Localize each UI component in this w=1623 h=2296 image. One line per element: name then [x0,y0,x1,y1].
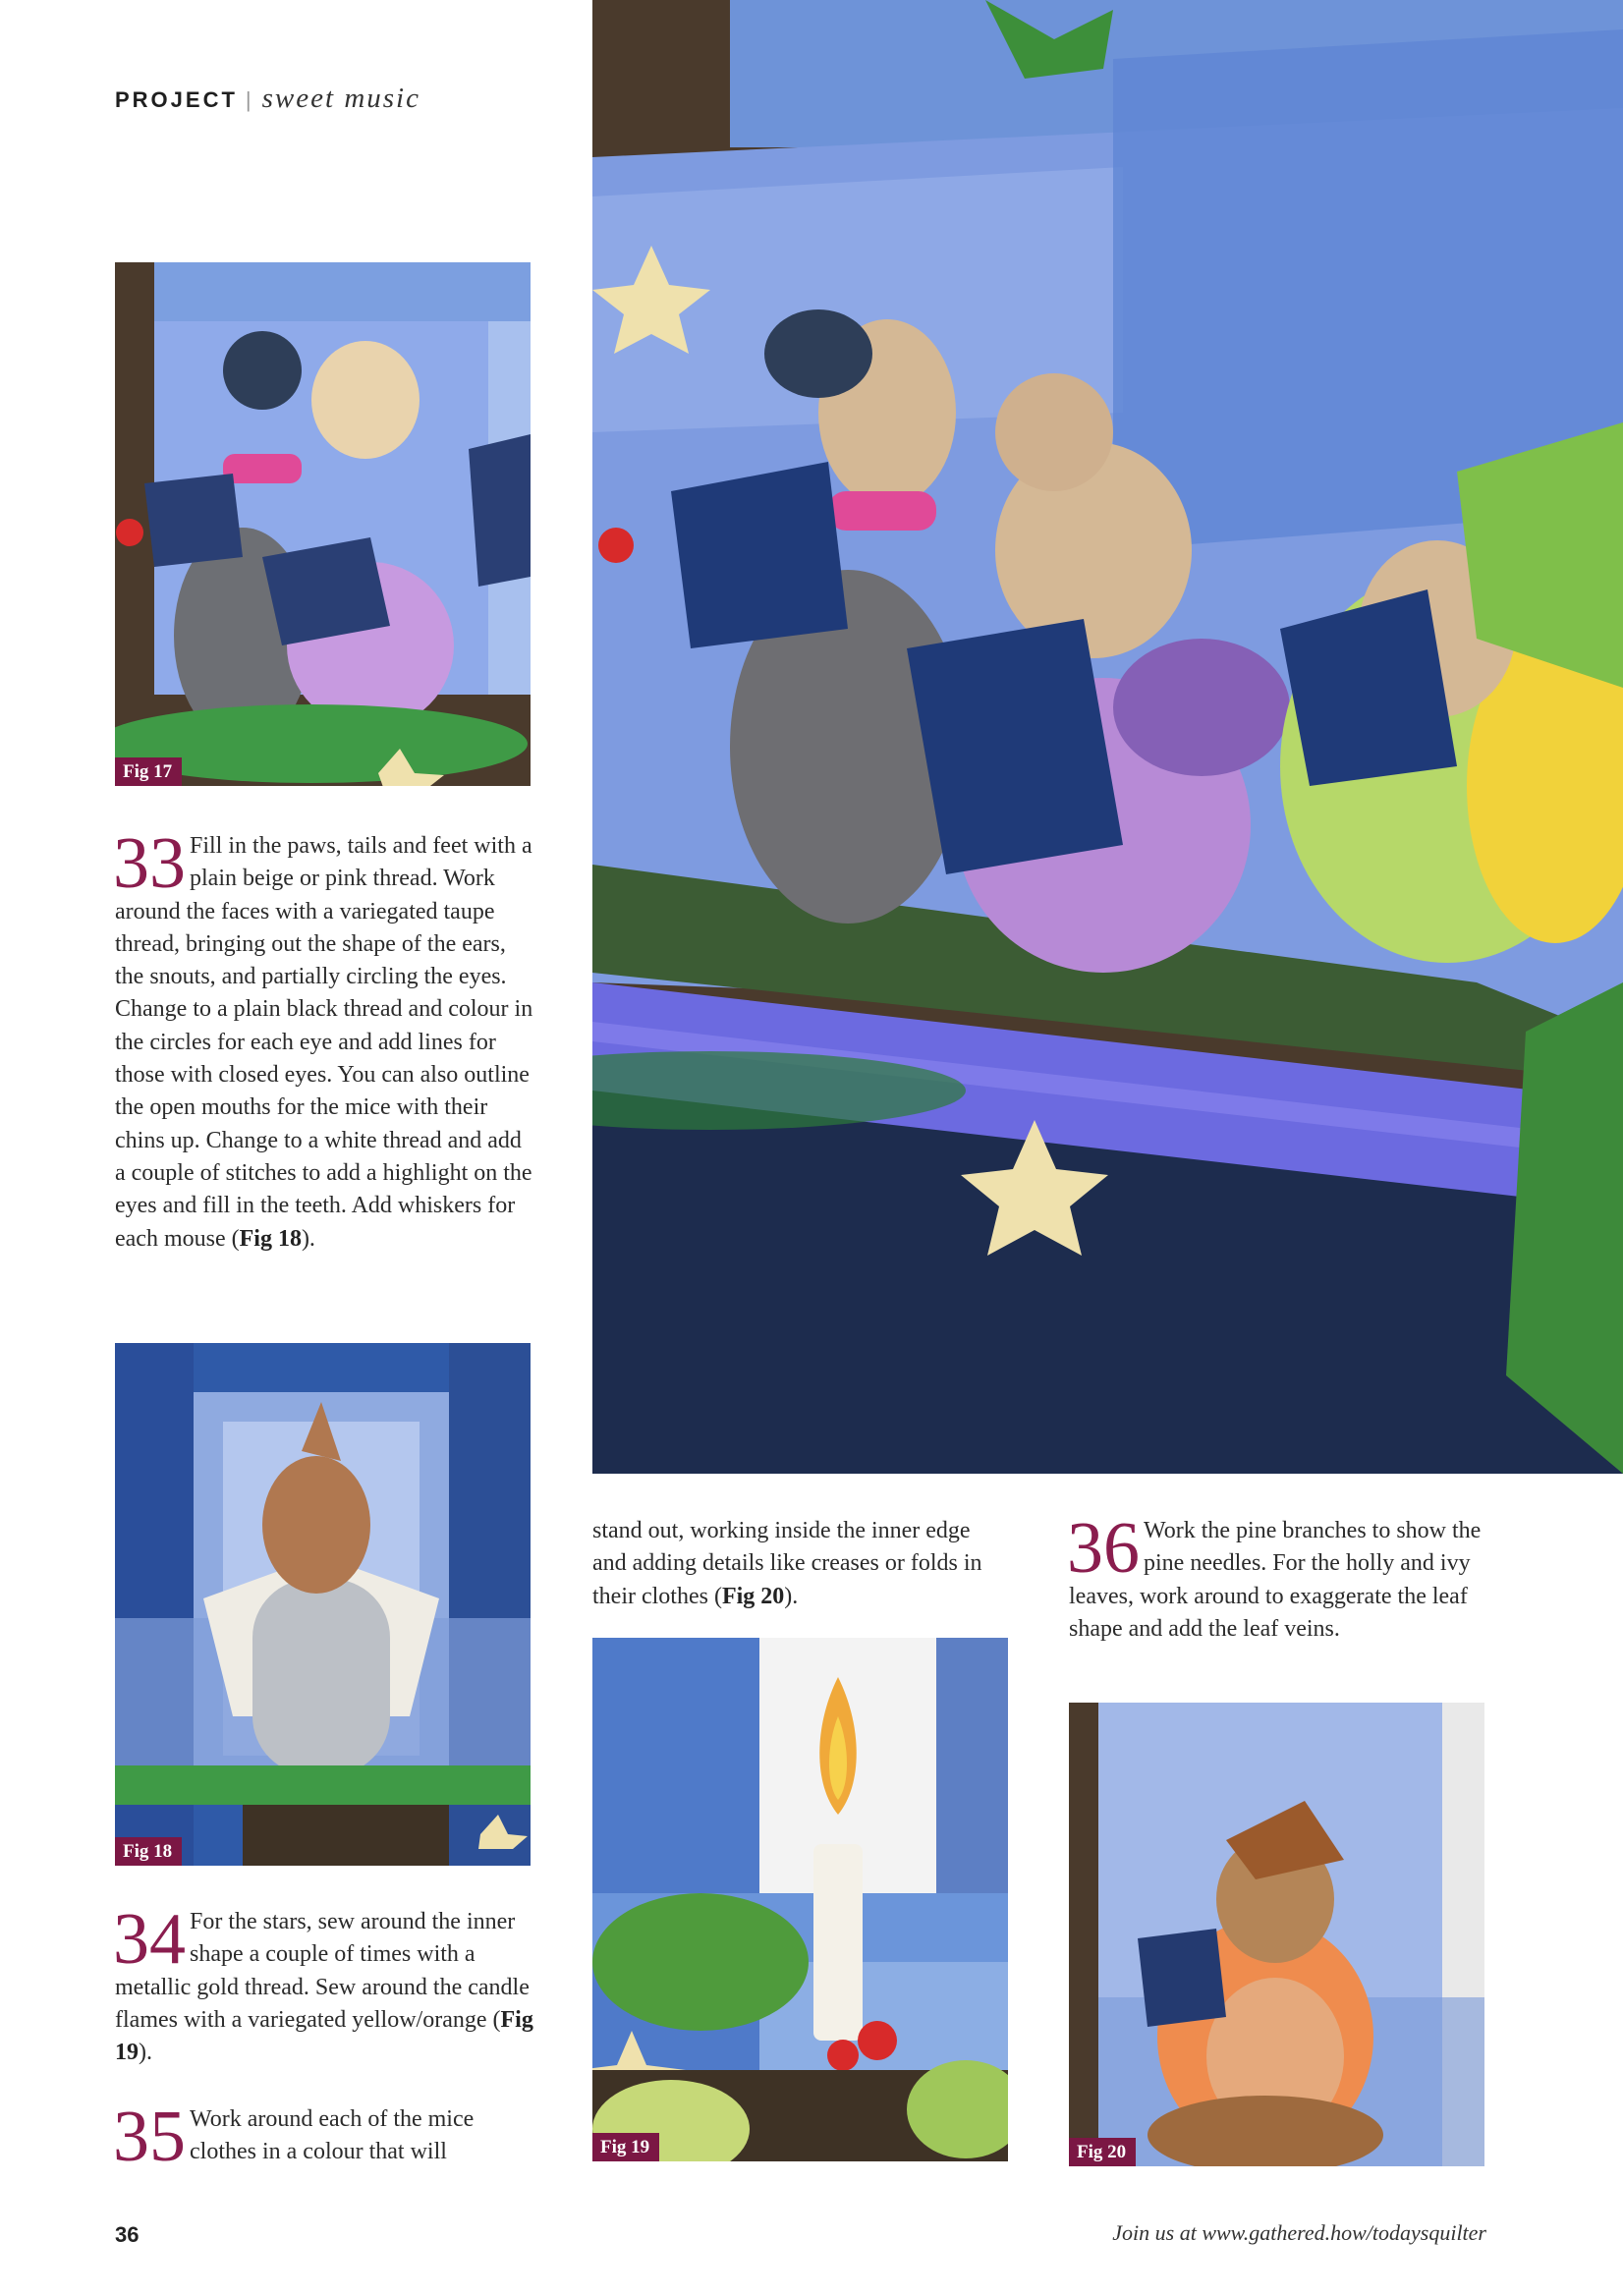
figure-reference: Fig 18 [239,1225,302,1252]
step-35-continued [592,1515,1005,1613]
figure-label-18: Fig 18 [115,1837,182,1866]
figure-19 [592,1638,1008,2161]
figure-reference: Fig 19 [115,2006,533,2066]
figure-label-19: Fig 19 [592,2133,659,2161]
step-text: Fill in the paws, tails and feet with a plain beige or pink thread. Work around the faces with a variegated taupe thread, bringing out the shape of the ears, the snouts, and partially circling the eyes. Change to a plain black thread and colour in the circles for each eye and add lines for those with closed eyes. You can also outline the open mouths for the mice with their chins up. Change to a white thread and add a couple of stitches to add a highlight on the eyes and fill in the teeth. Add whiskers for each mouse ( [115,833,533,1252]
page-number: 36 [115,2222,140,2247]
figure-label-17: Fig 17 [115,757,182,786]
step-number: 34 [113,1899,186,1980]
hero-photo [592,0,1623,1474]
step-text: Work around each of the mice clothes in a colour that will [190,2106,475,2165]
step-text-end: ). [139,2040,152,2066]
figure-reference: Fig 20 [721,1583,785,1609]
footer-link[interactable]: Join us at www.gathered.how/todaysquilter [1112,2220,1486,2245]
project-topic: sweet music [261,83,420,114]
figure-label-20: Fig 20 [1069,2138,1136,2166]
step-36 [1067,1508,1489,1646]
step-number: 35 [113,2097,186,2177]
step-text-end: ). [784,1583,799,1609]
step-number: 36 [1067,1508,1140,1589]
figure-20 [1069,1703,1484,2166]
step-text: For the stars, sew around the inner shape a couple of times with a metallic gold thread. Sew around the candle flames with a variegated yellow/orange ( [115,1909,530,2033]
step-34 [113,1899,535,2069]
figure-17 [115,262,531,786]
step-text: Work the pine branches to show the pine needles. For the holly and ivy leaves, work around to exaggerate the leaf shape and add the leaf veins. [1069,1518,1482,1642]
running-header [115,83,420,115]
section-label: PROJECT [115,87,238,112]
step-33 [113,823,535,1256]
step-text: stand out, working inside the inner edge and adding details like creases or folds in their clothes ( [592,1518,982,1609]
step-text-end: ). [301,1225,315,1252]
step-number: 33 [113,823,186,904]
figure-18 [115,1343,531,1866]
header-separator: | [245,87,254,112]
step-35 [113,2097,535,2177]
